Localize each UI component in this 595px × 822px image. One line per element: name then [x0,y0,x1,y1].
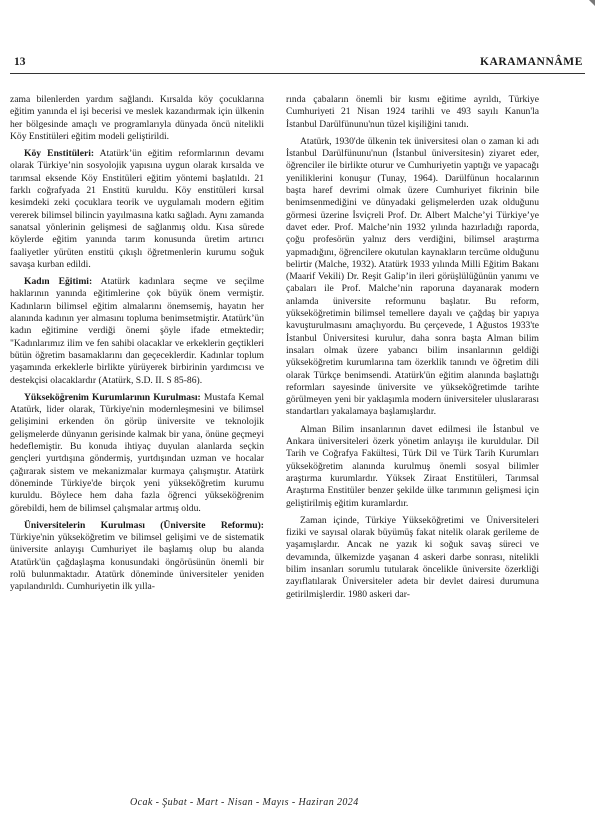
paragraph: Yükseköğrenim Kurumlarının Kurulması: Mustafa Kemal Atatürk, lider olarak, Türkiye'nin modernleşmesini ve bilimsel gelişimini erkenden ön görüp üniversite ve teknolojik gelişmelerde dünyanın gerisinde kalmak bir yana, önüne geçmeyi hedeflemiştir. Bu konuda ihtiyaç duyulan alanlarda seçkin gençleri yurtdışına göndermiş, yurtdışından uzman ve hocalar çağırarak sistem ve mekanizmalar kurmaya çalışmıştır. Atatürk döneminde Türkiye'de birçok yeni yükseköğretim kurumu kuruldu. Böylece hem daha fazla öğrenci yükseköğrenim görebildi, hem de bilimsel çalışmalar artmış oldu. [10,391,264,514]
paragraph: Kadın Eğitimi: Atatürk kadınlara seçme ve seçilme haklarının yanında eğitimlerine çok büyük önem vermiştir. Kadınların bilimsel eğitim almalarını önemsemiş, hayatın her alanında kadının yer almasını topluma benimsetmiştir. Atatürk’ün kadın eğitimine verdiği önemi şöyle ifade etmektedir; "Kadınlarımız ilim ve fen sahibi olacaklar ve erkeklerin geçtikleri bütün öğretim basamaklarını dan geçeceklerdir. Kadınlar toplum yaşamında erkeklerle birlikte yürüyerek birbirinin yardımcısı ve destekçisi olacaklardır (Atatürk, S.D. II. S 85-86). [10,276,264,386]
journal-name: KARAMANNÂME [479,56,583,68]
paragraph: Üniversitelerin Kurulması (Üniversite Reformu): Türkiye'nin yükseköğretim ve bilimsel gelişimi ve de sistematik üniversite anlayışı Cumhuriyet ile başlamış olup bu alanda Atatürk'ün çağdaşlaşma konusundaki öngörüsünün önemli bir rolü bulunmaktadır. Atatürk döneminde üniversiteler yeniden yapılandırıldı. Cumhuriyetin ilk yılla- [10,519,264,593]
paragraph: zama bilenlerden yardım sağlandı. Kırsalda köy çocuklarına eğitim yanında el işi becerisi ve meslek kazandırmak için ülkenin her bölgesinde amaçlı ve programlarıyla dünyada öncü nitelikli Köy Enstitüleri eğitim modeli geliştirildi. [10,94,264,142]
paragraph: Köy Enstitüleri: Atatürk’ün eğitim reformlarının devamı olarak Türkiye’nin sosyolojik yapısına uygun olarak kırsalda ve tarımsal eksende Köy Enstitüleri eğitim yöntemi başlatıldı. 21 farklı coğrafyada 21 Enstitü kuruldu. Köy enstitüleri kırsal kesimdeki zeki çocuklara teorik ve uygulamalı modern eğitim vererek bilimsel bilincin yayılmasına katkı sağladı. Aynı zamanda sanatsal yönlerinin gelişmesi de sağlanmış oldu. Kısa sürede köylerde eğitim yanında tarım konusunda üretim artırıcı faaliyetler yürüten enstitü çıkışlı öğretmenlerin kurumu soğuk savaşa kurban edildi. [10,148,265,270]
paragraph: rında çabaların önemli bir kısmı eğitime ayrıldı, Türkiye Cumhuriyeti 21 Nisan 1924 tarihli ve 493 sayılı Kanun'la İstanbul Darülfünunu'nun tüzel kişiliğini tanıdı. [286,94,539,130]
paragraph: Zaman içinde, Türkiye Yükseköğretimi ve Üniversiteleri fiziki ve sayısal olarak büyümüş fakat nitelik olarak gerileme de yaşamışlardır. Ancak ne yazık ki soğuk savaş süreci ve devamında, ülkemizde yaşanan 4 askeri darbe sonrası, nitelikli bilim insanları sorumlu tutularak öncelikle üniversite özerkliği zayıflatılarak Üniversiteler adeta bir devlet dairesi durumuna getirilmişlerdir. 1980 askeri dar- [286,514,539,600]
left-column [10,94,264,594]
page-header [10,56,585,74]
right-column [286,94,539,601]
section-heading: Kadın Eğitimi: [24,276,93,288]
page-number: 13 [14,56,26,68]
page-corner-mark [589,0,595,6]
section-heading: Yükseköğrenim Kurumlarının Kurulması: [24,391,201,403]
paragraph: Alman Bilim insanlarının davet edilmesi ile İstanbul ve Ankara üniversiteleri özerk yönetim anlayışı ile kuruldular. Dil Tarih ve Coğrafya Fakültesi, Türk Dil ve Türk Tarih Kurumları yükseköğretim alanında kurulmuş önemli sosyal bilimler araştırma kurumlardır. Yüksek Ziraat Enstitüleri, Tarımsal Araştırma Enstitüler benzer şekilde ülke tarımının gelişmesi için geliştirilmiş eğitim kuramlardır. [286,423,539,509]
header-rule [10,73,585,74]
paragraph: Atatürk, 1930'de ülkenin tek üniversitesi olan o zaman ki adı İstanbul Darülfünunu'nun (İstanbul üniversitesin) ziyaret eder, öğrenciler ile birlikte oturur ve Cumhuriyetin yaptığı ve yapacağı yeniliklerini konuşur (Tunay, 1964). Darülfünun hocalarının başta haref devrimi olmak üzere Cumhuriyet fikrinin bile benimsenmediğini ve dünyadaki gelişmelerden uzak olduğunu görmesi üzerine İsviçreli Prof. Dr. Albert Malche’yi Türkiye’ye davet eder. Prof. Malche’nin 1932 yılında hazırladığı raporda, çoğu profesörün yalnız ders verdiğini, bilimsel araştırma yapmadığını, öğrencilere okutulan kaynakların tercüme olduğunu belirtir (Malche, 1932). Atatürk 1933 yılında Milli Eğitim Bakanı (Maarif Vekili) Dr. Reşit Galip’in ileri görüşlülüğünün yanımı ve çabaları ile Prof. Malche’nin raporuna dayanarak modern anlamda üniversite reformunu başlatır. Bu reform, yükseköğretimin bilimsel temellere dayalı ve çağdaş bir yapıya kavuşturulmasını amaçlıyordu. Bu çerçevede, 1 Ağustos 1933'te İstanbul Üniversitesi kurulur, daha sonra başta Alman bilim insaları olmak üzere yabancı bilim insanlarının geldiği yükseköğretim kurumlarına tam özerklik tanındı ve öğretim dili olarak Türkçe benimsendi. Atatürk'ün eğitim alanında başlattığı reformları sayesinde üniversite ve yükseköğretimde tarihte görülmeyen yeni bir yaklaşımla modern üniversiteler uluslararası standartları yakalamaya başlamışlardır. [286,135,539,418]
section-heading: Üniversitelerin Kurulması (Üniversite Reformu): [24,519,264,531]
section-heading: Köy Enstitüleri: [24,148,95,160]
issue-footer: Ocak - Şubat - Mart - Nisan - Mayıs - Haziran 2024 [130,797,359,808]
